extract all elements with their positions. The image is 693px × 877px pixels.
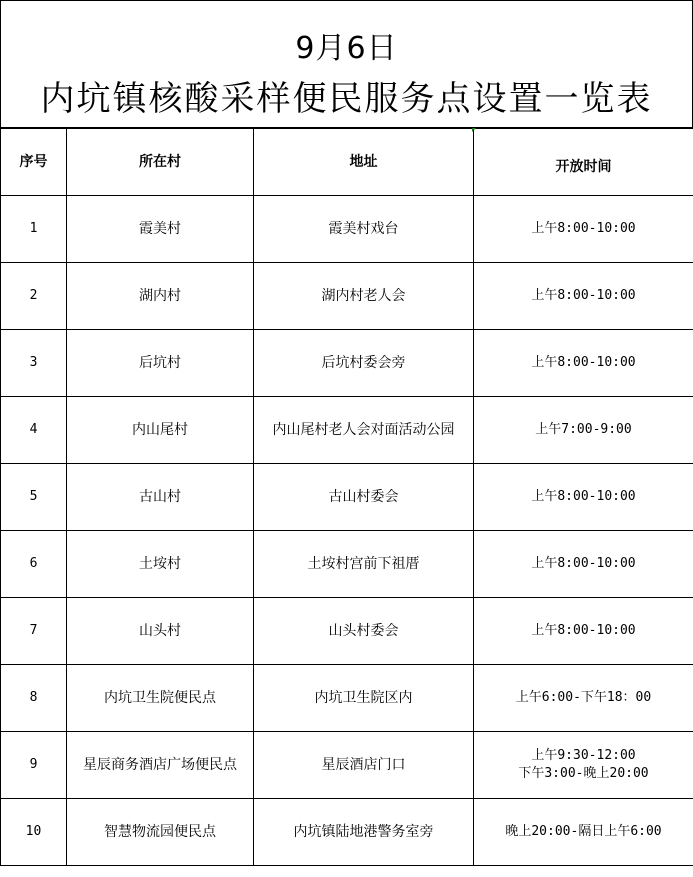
row-village: 星辰商务酒店广场便民点 — [67, 732, 254, 799]
hours-line: 上午8:00-10:00 — [531, 221, 636, 236]
table-header-row — [1, 129, 693, 196]
row-address: 内山尾村老人会对面活动公园 — [254, 397, 474, 464]
row-hours — [474, 799, 693, 866]
hours-line: 上午8:00-10:00 — [531, 556, 636, 571]
sampling-points-table — [0, 128, 693, 866]
row-hours — [474, 665, 693, 732]
row-number: 4 — [1, 397, 67, 464]
row-address: 内坑卫生院区内 — [254, 665, 474, 732]
row-hours — [474, 196, 693, 263]
hours-line: 上午9:30-12:00 — [531, 748, 636, 763]
header-address: 地址 — [254, 129, 474, 196]
hours-line: 下午3:00-晚上20:00 — [518, 766, 649, 781]
row-hours — [474, 598, 693, 665]
table-row — [1, 263, 693, 330]
row-village: 古山村 — [67, 464, 254, 531]
row-address: 后坑村委会旁 — [254, 330, 474, 397]
row-village: 湖内村 — [67, 263, 254, 330]
row-number: 8 — [1, 665, 67, 732]
header-hours: 开放时间 — [474, 129, 693, 196]
header-no: 序号 — [1, 129, 67, 196]
row-hours — [474, 263, 693, 330]
row-hours — [474, 330, 693, 397]
table-body — [1, 196, 693, 866]
row-address: 星辰酒店门口 — [254, 732, 474, 799]
hours-line: 上午7:00-9:00 — [535, 422, 632, 437]
hours-line: 上午8:00-10:00 — [531, 489, 636, 504]
row-village: 后坑村 — [67, 330, 254, 397]
row-number: 5 — [1, 464, 67, 531]
header-village: 所在村 — [67, 129, 254, 196]
row-address: 内坑镇陆地港警务室旁 — [254, 799, 474, 866]
title-date: 9月6日 — [295, 31, 398, 66]
hours-line: 上午8:00-10:00 — [531, 355, 636, 370]
table-row — [1, 196, 693, 263]
row-number: 7 — [1, 598, 67, 665]
title-block — [0, 0, 693, 128]
row-address: 湖内村老人会 — [254, 263, 474, 330]
row-village: 内山尾村 — [67, 397, 254, 464]
table-row — [1, 397, 693, 464]
table-row — [1, 732, 693, 799]
table-row — [1, 665, 693, 732]
row-village: 山头村 — [67, 598, 254, 665]
hours-line: 上午6:00-下午18：00 — [515, 690, 652, 705]
table-row — [1, 598, 693, 665]
row-hours — [474, 732, 693, 799]
row-address: 霞美村戏台 — [254, 196, 474, 263]
table-row — [1, 799, 693, 866]
row-hours — [474, 464, 693, 531]
row-hours — [474, 531, 693, 598]
row-number: 10 — [1, 799, 67, 866]
row-number: 2 — [1, 263, 67, 330]
row-number: 3 — [1, 330, 67, 397]
hours-line: 晚上20:00-隔日上午6:00 — [505, 824, 662, 839]
row-number: 1 — [1, 196, 67, 263]
cell-comment-marker — [472, 128, 476, 132]
row-village: 智慧物流园便民点 — [67, 799, 254, 866]
row-village: 内坑卫生院便民点 — [67, 665, 254, 732]
row-village: 土垵村 — [67, 531, 254, 598]
row-number: 9 — [1, 732, 67, 799]
row-hours — [474, 397, 693, 464]
table-row — [1, 464, 693, 531]
row-village: 霞美村 — [67, 196, 254, 263]
row-address: 山头村委会 — [254, 598, 474, 665]
table-row — [1, 531, 693, 598]
hours-line: 上午8:00-10:00 — [531, 288, 636, 303]
row-address: 土垵村宫前下祖厝 — [254, 531, 474, 598]
row-address: 古山村委会 — [254, 464, 474, 531]
table-row — [1, 330, 693, 397]
hours-line: 上午8:00-10:00 — [531, 623, 636, 638]
row-number: 6 — [1, 531, 67, 598]
title-main: 内坑镇核酸采样便民服务点设置一览表 — [40, 79, 653, 119]
